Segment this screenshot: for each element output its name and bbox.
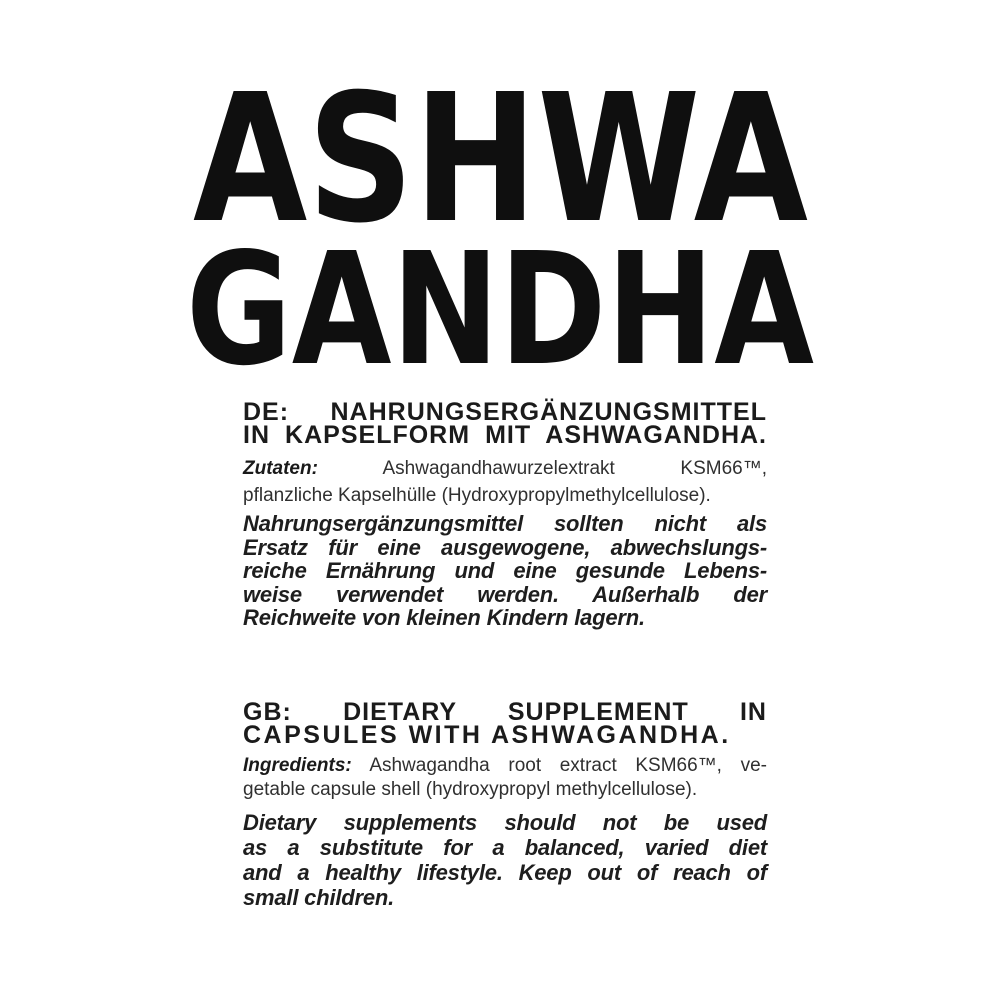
de-heading-line1: DE: NAHRUNGSERGÄNZUNGSMITTEL [243,398,767,426]
gb-warning-line: and a healthy lifestyle. Keep out of reach of [243,860,767,885]
de-heading-line2: IN KAPSELFORM MIT ASHWAGANDHA. [243,421,767,449]
de-warning [243,512,767,630]
gb-ingredients [243,754,767,802]
gb-heading [243,698,767,749]
title-line-ashwa: ASHWA [193,56,809,262]
title-line-gandha: GANDHA [186,219,815,400]
gb-warning-line: Dietary supplements should not be used [243,810,767,835]
gb-ingredients-text: Ashwagandha root extract KSM66™, ve- [369,755,767,776]
gb-warning [243,810,767,910]
de-warning-line: weise verwendet werden. Außerhalb der [243,581,767,607]
de-ingredients-text: Ashwagandhawurzelextrakt KSM66™, [382,458,768,479]
gb-heading-line2: CAPSULES WITH ASHWAGANDHA. [243,721,731,749]
gb-ingredients-line1 [243,754,767,778]
gb-warning-line: small children. [243,885,395,910]
gb-ingredients-label: Ingredients: [243,755,352,776]
gb-warning-line: as a substitute for a balanced, varied diet [243,835,767,860]
de-ingredients-line1 [243,455,767,482]
de-ingredients [243,455,767,509]
de-heading [243,398,767,449]
gb-ingredients-line2: getable capsule shell (hydroxypropyl methylcellulose). [243,779,698,800]
de-warning-line: Reichweite von kleinen Kindern lagern. [243,605,645,630]
de-ingredients-label: Zutaten: [243,458,318,479]
product-title [0,0,1000,400]
de-warning-line: Ersatz für eine ausgewogene, abwechslungs- [243,534,767,560]
de-warning-line: reiche Ernährung und eine gesunde Lebens- [243,558,767,583]
de-ingredients-line2: pflanzliche Kapselhülle (Hydroxypropylmethylcellulose). [243,485,711,506]
de-warning-line: Nahrungsergänzungsmittel sollten nicht als [243,511,767,536]
gb-heading-line1: GB: DIETARY SUPPLEMENT IN [243,698,767,726]
